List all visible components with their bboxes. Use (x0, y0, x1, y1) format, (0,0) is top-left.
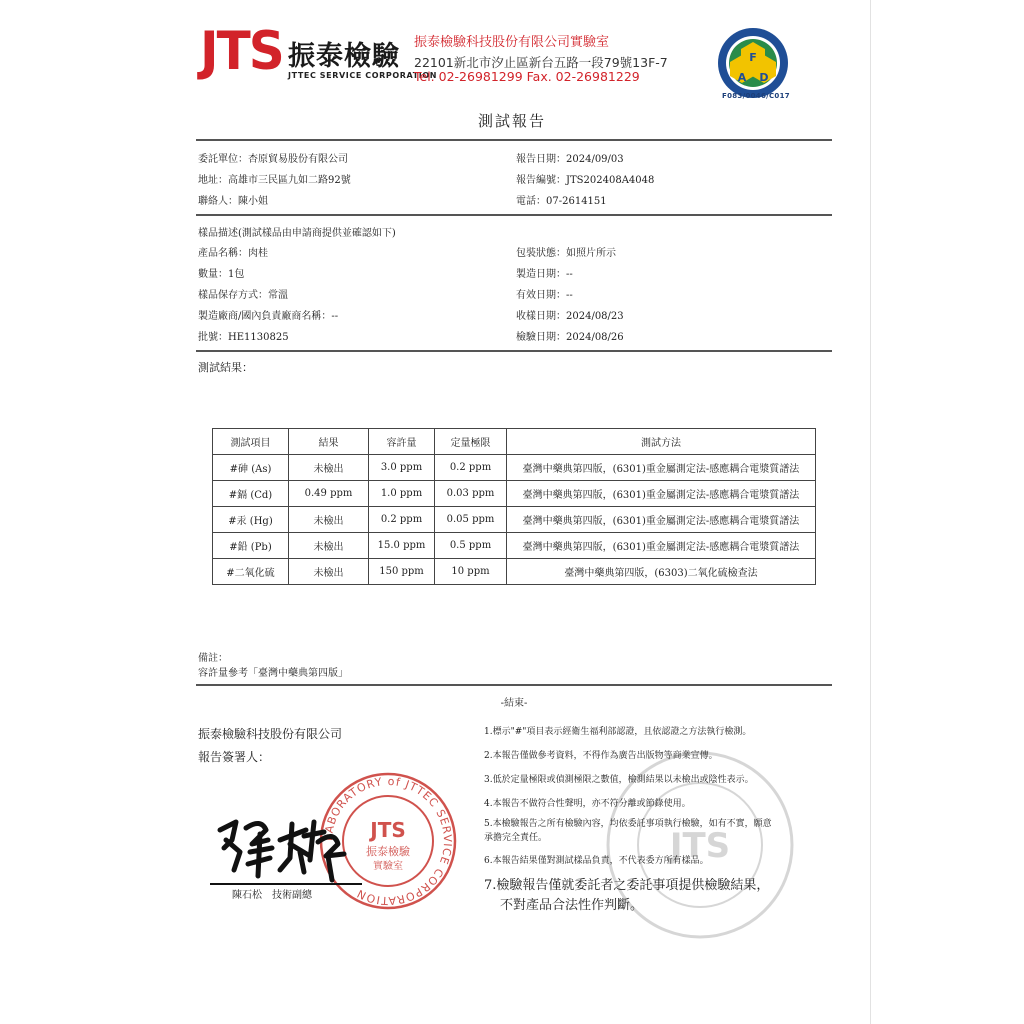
cell-method: 臺灣中藥典第四版，(6301)重金屬測定法-感應耦合電漿質譜法 (507, 507, 816, 533)
note-2: 2.本報告僅做參考資料，不得作為廣告出版物等商業宣傳。 (484, 751, 718, 761)
remarks-text: 容許量參考「臺灣中藥典第四版」 (198, 668, 348, 679)
sample-name: 產品名稱：肉桂 (198, 248, 268, 259)
sample-quantity: 數量：1包 (198, 269, 245, 280)
header-method: 測試方法 (507, 429, 816, 455)
results-table (212, 428, 816, 585)
handwritten-signature-icon (206, 800, 366, 895)
cell-item: #砷 (As) (213, 455, 289, 481)
sample-description: 樣品描述(測試樣品由申請商提供並確認如下) (198, 228, 396, 239)
svg-text:JTS: JTS (370, 818, 406, 842)
divider-client (196, 214, 832, 216)
client-address: 地址：高雄市三民區九如二路92號 (198, 175, 351, 186)
table-row (213, 533, 816, 559)
header-test-item: 測試項目 (213, 429, 289, 455)
table-row (213, 455, 816, 481)
divider-bottom (196, 684, 832, 686)
table-row (213, 507, 816, 533)
cell-result: 未檢出 (289, 507, 369, 533)
sample-received-date: 收樣日期：2024/08/23 (516, 311, 624, 322)
note-3: 3.低於定量極限或偵測極限之數值，檢測結果以未檢出或陰性表示。 (484, 775, 754, 785)
tfda-accreditation-logo-icon (716, 26, 790, 100)
cell-result: 未檢出 (289, 533, 369, 559)
lab-tel-fax: Tel. 02-26981299 Fax. 02-26981229 (414, 69, 640, 84)
table-row (213, 559, 816, 585)
page-edge-line (870, 0, 871, 1024)
note-6: 6.本報告結果僅對測試樣品負責，不代表委方所有樣品。 (484, 856, 709, 866)
remarks-label: 備註： (198, 653, 228, 664)
note-7: 7.檢驗報告僅就委託者之委託事項提供檢驗結果， (484, 878, 770, 893)
client-contact: 聯絡人：陳小姐 (198, 196, 268, 207)
signer-label: 報告簽署人： (198, 750, 271, 764)
cell-limit: 3.0 ppm (369, 455, 435, 481)
signer-title: 陳石松 技術副總 (232, 890, 312, 901)
svg-text:D: D (759, 71, 769, 84)
table-row (213, 481, 816, 507)
svg-text:JTS: JTS (669, 826, 731, 866)
svg-text:A: A (737, 71, 747, 84)
signoff-company: 振泰檢驗科技股份有限公司 (198, 727, 343, 741)
header-result: 結果 (289, 429, 369, 455)
report-number: 報告編號：JTS202408A4048 (516, 175, 655, 186)
svg-text:振泰檢驗: 振泰檢驗 (366, 845, 410, 858)
report-date: 報告日期：2024/09/03 (516, 154, 624, 165)
cell-item: #二氧化硫 (213, 559, 289, 585)
header-loq: 定量極限 (435, 429, 507, 455)
logo-english-name: JTTEC SERVICE CORPORATION (288, 71, 438, 80)
cell-loq: 0.03 ppm (435, 481, 507, 507)
svg-text:LABORATORY of JTTEC SERVICE CO: LABORATORY of JTTEC SERVICE CORPORATION (321, 774, 455, 908)
cell-item: #鎘 (Cd) (213, 481, 289, 507)
table-header-row (213, 429, 816, 455)
cell-limit: 150 ppm (369, 559, 435, 585)
sample-batch: 批號：HE1130825 (198, 332, 289, 343)
divider-sample (196, 350, 832, 352)
cell-loq: 0.2 ppm (435, 455, 507, 481)
cell-limit: 15.0 ppm (369, 533, 435, 559)
cell-method: 臺灣中藥典第四版，(6303)二氧化硫檢查法 (507, 559, 816, 585)
cell-item: #汞 (Hg) (213, 507, 289, 533)
note-5-cont: 承擔完全責任。 (484, 833, 548, 843)
results-label: 測試結果： (198, 361, 253, 374)
cell-item: #鉛 (Pb) (213, 533, 289, 559)
cell-method: 臺灣中藥典第四版，(6301)重金屬測定法-感應耦合電漿質譜法 (507, 533, 816, 559)
jts-logo-mark: JTS (200, 20, 283, 82)
divider-top (196, 139, 832, 141)
sample-manufacturer: 製造廠商/國內負責廠商名稱：-- (198, 311, 339, 322)
cell-result: 未檢出 (289, 455, 369, 481)
note-7-cont: 不對產品合法性作判斷。 (500, 898, 644, 913)
note-1: 1.標示"#"項目表示經衛生福利部認證，且依認證之方法執行檢測。 (484, 727, 752, 737)
client-unit: 委託單位：杏原貿易股份有限公司 (198, 154, 348, 165)
svg-text:實驗室: 實驗室 (373, 861, 403, 872)
note-5: 5.本檢驗報告之所有檢驗內容，均依委託事項執行檢驗，如有不實，願意 (484, 819, 772, 829)
sample-mfg-date: 製造日期：-- (516, 269, 573, 280)
tfda-code: F083/0046/C017 (722, 92, 790, 100)
sample-storage: 樣品保存方式：常溫 (198, 290, 288, 301)
report-title: 測試報告 (477, 112, 546, 130)
cell-loq: 10 ppm (435, 559, 507, 585)
sample-packaging: 包裝狀態：如照片所示 (516, 248, 616, 259)
cell-method: 臺灣中藥典第四版，(6301)重金屬測定法-感應耦合電漿質譜法 (507, 481, 816, 507)
svg-text:F: F (749, 51, 757, 64)
header-limit: 容許量 (369, 429, 435, 455)
sample-expiry: 有效日期：-- (516, 290, 573, 301)
cell-loq: 0.05 ppm (435, 507, 507, 533)
note-4: 4.本報告不做符合性聲明，亦不符分離或節錄使用。 (484, 799, 691, 809)
cell-limit: 0.2 ppm (369, 507, 435, 533)
cell-method: 臺灣中藥典第四版，(6301)重金屬測定法-感應耦合電漿質譜法 (507, 455, 816, 481)
cell-result: 0.49 ppm (289, 481, 369, 507)
cell-loq: 0.5 ppm (435, 533, 507, 559)
cell-result: 未檢出 (289, 559, 369, 585)
sample-test-date: 檢驗日期：2024/08/26 (516, 332, 624, 343)
lab-name: 振泰檢驗科技股份有限公司實驗室 (414, 35, 610, 50)
client-phone: 電話：07-2614151 (516, 196, 607, 207)
cell-limit: 1.0 ppm (369, 481, 435, 507)
end-mark: -結束- (500, 698, 528, 709)
lab-address: 22101新北市汐止區新台五路一段79號13F-7 (414, 55, 668, 70)
logo-company-name: 振泰檢驗 (288, 41, 400, 72)
